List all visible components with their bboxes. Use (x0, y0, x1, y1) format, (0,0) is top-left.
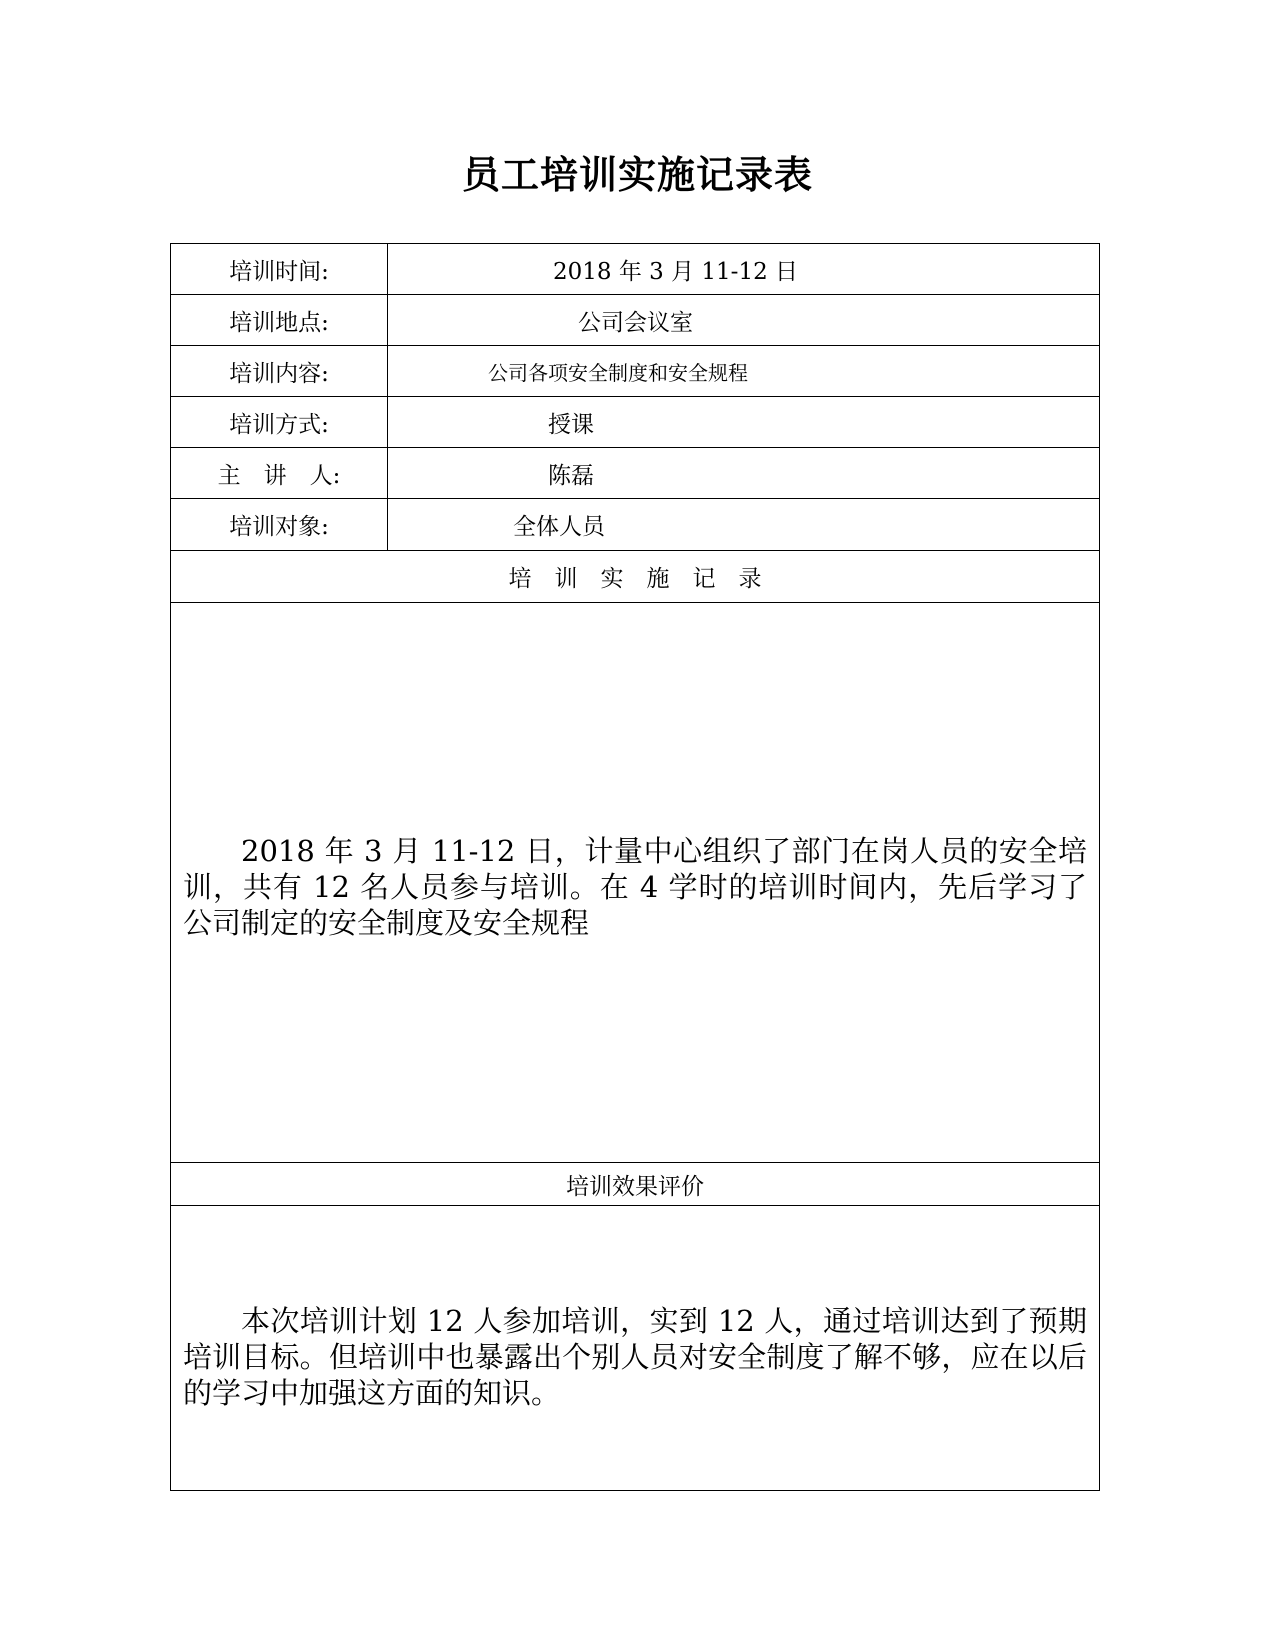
label-lecturer: 主 讲 人: (171, 448, 388, 498)
value-training-content: 公司各项安全制度和安全规程 (488, 360, 748, 385)
evaluation-heading-text: 培训效果评价 (566, 1173, 704, 1200)
row-training-method (171, 397, 1099, 448)
record-section-heading (171, 551, 1099, 603)
label-training-location: 培训地点: (171, 295, 388, 345)
value-training-location: 公司会议室 (578, 309, 693, 336)
training-record-table (170, 243, 1100, 1491)
label-training-method: 培训方式: (171, 397, 388, 447)
document-title: 员工培训实施记录表 (461, 153, 813, 197)
row-training-location (171, 295, 1099, 346)
label-training-time: 培训时间: (171, 244, 388, 294)
value-training-time: 2018 年 3 月 11-12 日 (553, 258, 799, 285)
label-training-audience: 培训对象: (171, 499, 388, 550)
label-training-content: 培训内容: (171, 346, 388, 396)
record-heading-text: 培 训 实 施 记 录 (508, 566, 762, 592)
row-lecturer (171, 448, 1099, 499)
value-training-audience: 全体人员 (513, 514, 605, 540)
row-training-time (171, 244, 1099, 295)
value-training-method: 授课 (548, 411, 594, 438)
record-body-text: 2018 年 3 月 11-12 日，计量中心组织了部门在岗人员的安全培训，共有 12 名人员参与培训。在 4 学时的培训时间内，先后学习了公司制定的安全制度及安全规程 (183, 834, 1087, 940)
row-training-audience (171, 499, 1099, 551)
value-lecturer: 陈磊 (548, 462, 594, 489)
evaluation-section-body (171, 1206, 1099, 1490)
row-training-content (171, 346, 1099, 397)
record-section-body (171, 603, 1099, 1163)
evaluation-section-heading (171, 1163, 1099, 1206)
evaluation-body-text: 本次培训计划 12 人参加培训，实到 12 人，通过培训达到了预期培训目标。但培训中也暴露出个别人员对安全制度了解不够，应在以后的学习中加强这方面的知识。 (183, 1304, 1087, 1410)
